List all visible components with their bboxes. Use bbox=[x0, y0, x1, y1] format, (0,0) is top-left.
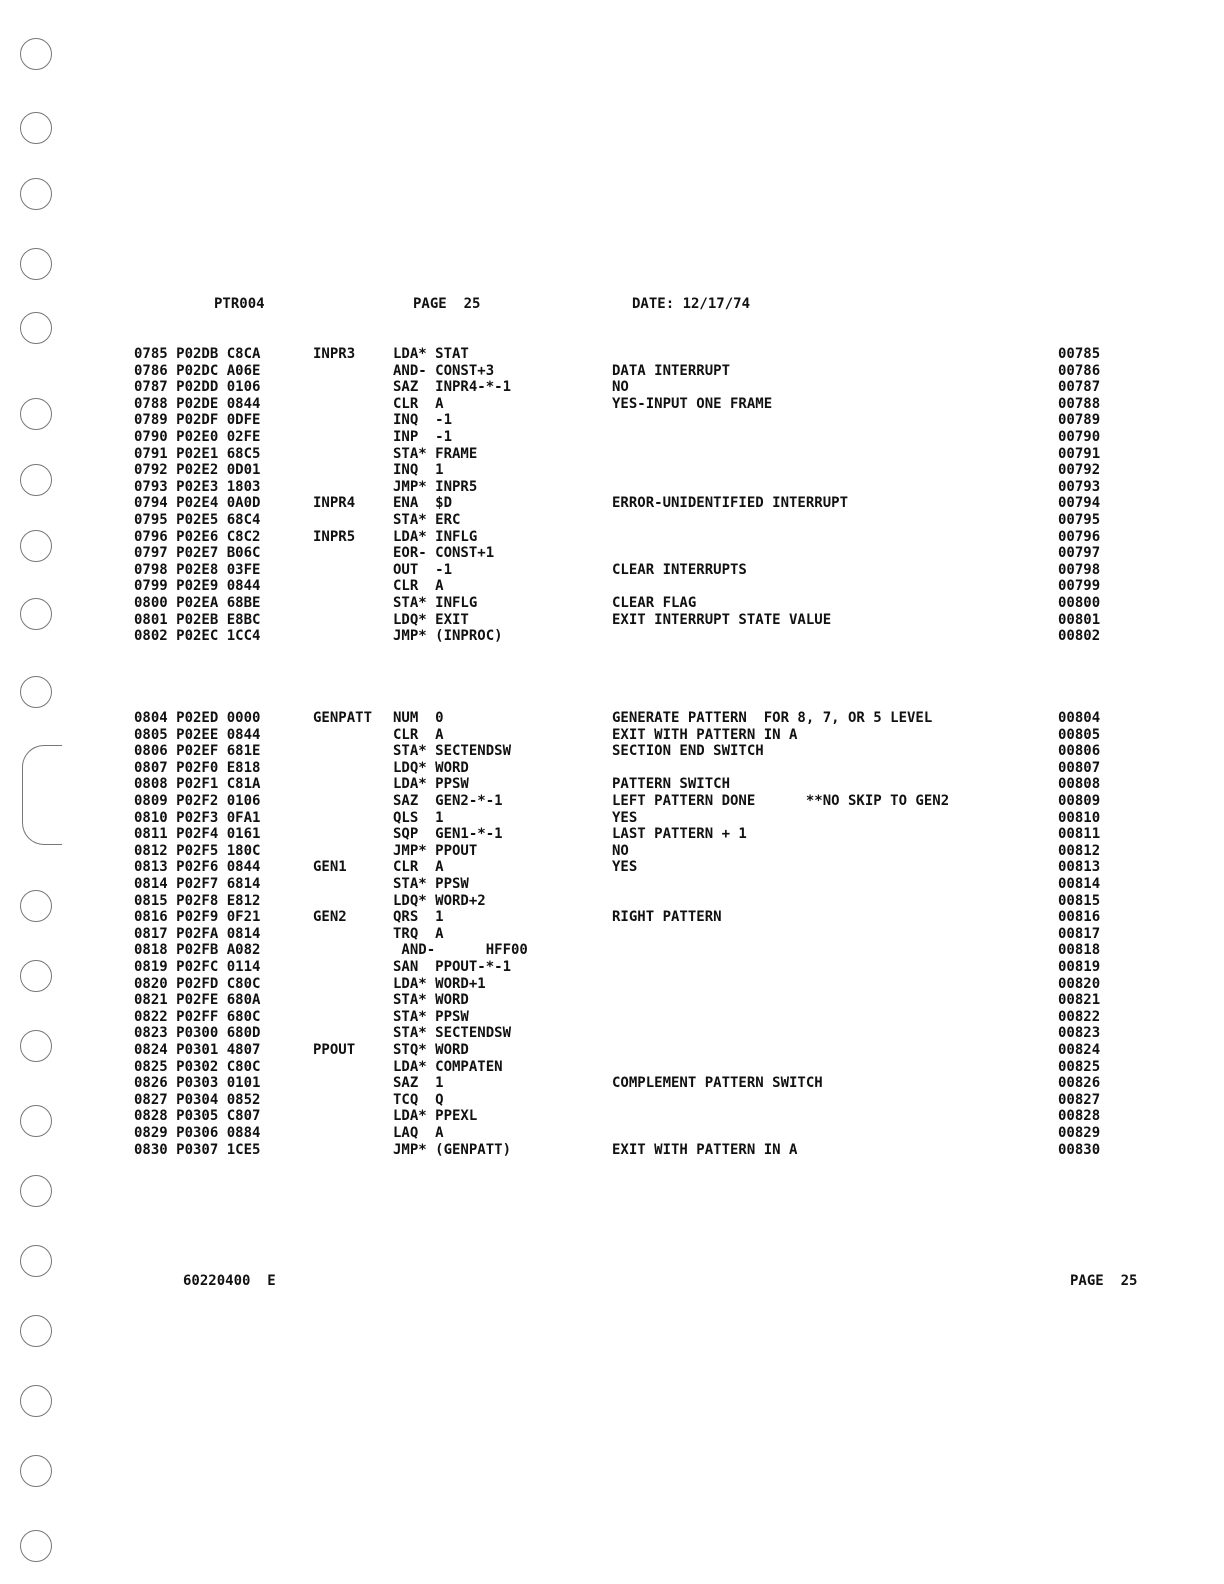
sequence-number: 00804 bbox=[1058, 710, 1101, 726]
source-address: 0816 P02F9 0F21 bbox=[134, 909, 261, 926]
comment-field: EXIT INTERRUPT STATE VALUE bbox=[612, 611, 832, 628]
comment-field: GENERATE PATTERN FOR 8, 7, OR 5 LEVEL bbox=[612, 710, 933, 726]
comment-field: EXIT WITH PATTERN IN A bbox=[612, 1141, 798, 1158]
sequence-number: 00829 bbox=[1058, 1125, 1101, 1141]
operation-field: TRQ A bbox=[393, 925, 444, 942]
operation-field: STQ* WORD bbox=[393, 1042, 469, 1058]
operation-field: LDA* STAT bbox=[393, 346, 469, 362]
operation-field: LAQ A bbox=[393, 1125, 444, 1141]
sequence-number: 00802 bbox=[1058, 628, 1101, 645]
listing-line bbox=[0, 992, 1224, 1009]
listing-line bbox=[0, 810, 1224, 827]
listing-line bbox=[0, 926, 1224, 943]
listing-line bbox=[0, 462, 1224, 479]
operation-field: LDA* PPEXL bbox=[393, 1108, 478, 1125]
source-address: 0793 P02E3 1803 bbox=[134, 478, 261, 495]
operation-field: LDQ* WORD+2 bbox=[393, 892, 486, 909]
listing-line bbox=[0, 760, 1224, 777]
operation-field: AND- CONST+3 bbox=[393, 362, 495, 379]
sequence-number: 00806 bbox=[1058, 743, 1101, 760]
listing-line bbox=[0, 363, 1224, 380]
source-address: 0819 P02FC 0114 bbox=[134, 959, 261, 975]
sequence-number: 00797 bbox=[1058, 545, 1101, 562]
comment-field: SECTION END SWITCH bbox=[612, 743, 764, 760]
sequence-number: 00789 bbox=[1058, 412, 1101, 429]
source-address: 0801 P02EB E8BC bbox=[134, 611, 261, 628]
listing-line bbox=[0, 346, 1224, 363]
sequence-number: 00813 bbox=[1058, 859, 1101, 876]
comment-field: ERROR-UNIDENTIFIED INTERRUPT bbox=[612, 495, 849, 512]
source-address: 0805 P02EE 0844 bbox=[134, 726, 261, 743]
listing-line bbox=[0, 412, 1224, 429]
listing-line bbox=[0, 1075, 1224, 1092]
comment-field: LEFT PATTERN DONE **NO SKIP TO GEN2 bbox=[612, 793, 950, 809]
comment-field: NO bbox=[612, 379, 629, 396]
listing-line bbox=[0, 959, 1224, 976]
source-address: 0791 P02E1 68C5 bbox=[134, 445, 261, 462]
operation-field: LDA* COMPATEN bbox=[393, 1058, 503, 1075]
header-date: DATE: 12/17/74 bbox=[632, 296, 751, 312]
sequence-number: 00793 bbox=[1058, 478, 1101, 495]
operation-field: CLR A bbox=[393, 578, 444, 595]
listing-line bbox=[0, 1125, 1224, 1142]
binder-hole-icon bbox=[20, 178, 52, 210]
operation-field: STA* ERC bbox=[393, 512, 461, 528]
operation-field: STA* INFLG bbox=[393, 595, 478, 611]
listing-line bbox=[0, 776, 1224, 793]
sequence-number: 00824 bbox=[1058, 1042, 1101, 1058]
binder-hole-icon bbox=[20, 676, 52, 708]
operation-field: STA* SECTENDSW bbox=[393, 1025, 512, 1042]
listing-line bbox=[0, 876, 1224, 893]
source-address: 0806 P02EF 681E bbox=[134, 743, 261, 760]
comment-field: EXIT WITH PATTERN IN A bbox=[612, 726, 798, 743]
binder-hole-icon bbox=[20, 1315, 52, 1347]
source-address: 0799 P02E9 0844 bbox=[134, 578, 261, 595]
binder-hole-icon bbox=[20, 1385, 52, 1417]
source-address: 0808 P02F1 C81A bbox=[134, 776, 261, 793]
listing-line bbox=[0, 1092, 1224, 1109]
listing-line bbox=[0, 628, 1224, 645]
operation-field: ENA $D bbox=[393, 495, 453, 512]
source-address: 0814 P02F7 6814 bbox=[134, 876, 261, 892]
sequence-number: 00785 bbox=[1058, 346, 1101, 362]
source-address: 0815 P02F8 E812 bbox=[134, 892, 261, 909]
operation-field: STA* PPSW bbox=[393, 876, 469, 892]
source-address: 0822 P02FF 680C bbox=[134, 1008, 261, 1025]
sequence-number: 00809 bbox=[1058, 793, 1101, 809]
listing-line bbox=[0, 545, 1224, 562]
sequence-number: 00798 bbox=[1058, 561, 1101, 578]
sequence-number: 00791 bbox=[1058, 445, 1101, 462]
source-address: 0798 P02E8 03FE bbox=[134, 561, 261, 578]
listing-line bbox=[0, 976, 1224, 993]
listing-line bbox=[0, 942, 1224, 959]
operation-field: JMP* (GENPATT) bbox=[393, 1141, 512, 1158]
sequence-number: 00821 bbox=[1058, 992, 1101, 1009]
operation-field: STA* FRAME bbox=[393, 445, 478, 462]
operation-field: JMP* PPOUT bbox=[393, 842, 478, 859]
source-address: 0826 P0303 0101 bbox=[134, 1075, 261, 1092]
source-address: 0789 P02DF 0DFE bbox=[134, 412, 261, 429]
binder-hole-icon bbox=[20, 1175, 52, 1207]
source-address: 0810 P02F3 0FA1 bbox=[134, 809, 261, 826]
source-address: 0804 P02ED 0000 bbox=[134, 710, 261, 726]
sequence-number: 00794 bbox=[1058, 495, 1101, 512]
listing-line bbox=[0, 743, 1224, 760]
listing-line bbox=[0, 396, 1224, 413]
listing-line bbox=[0, 826, 1224, 843]
sequence-number: 00799 bbox=[1058, 578, 1101, 595]
source-address: 0800 P02EA 68BE bbox=[134, 595, 261, 611]
source-address: 0820 P02FD C80C bbox=[134, 975, 261, 992]
sequence-number: 00801 bbox=[1058, 611, 1101, 628]
source-address: 0786 P02DC A06E bbox=[134, 362, 261, 379]
operation-field: NUM 0 bbox=[393, 710, 444, 726]
operation-field: JMP* INPR5 bbox=[393, 478, 478, 495]
label-field: PPOUT bbox=[313, 1042, 356, 1058]
source-address: 0830 P0307 1CE5 bbox=[134, 1141, 261, 1158]
operation-field: STA* WORD bbox=[393, 992, 469, 1009]
comment-field: COMPLEMENT PATTERN SWITCH bbox=[612, 1075, 823, 1092]
comment-field: PATTERN SWITCH bbox=[612, 776, 731, 793]
operation-field: LDA* WORD+1 bbox=[393, 975, 486, 992]
operation-field: SAZ GEN2-*-1 bbox=[393, 793, 503, 809]
source-address: 0787 P02DD 0106 bbox=[134, 379, 261, 396]
operation-field: LDA* PPSW bbox=[393, 776, 469, 793]
page-footer bbox=[0, 1273, 1224, 1291]
sequence-number: 00796 bbox=[1058, 528, 1101, 545]
sequence-number: 00817 bbox=[1058, 925, 1101, 942]
operation-field: INQ -1 bbox=[393, 412, 453, 429]
operation-field: STA* PPSW bbox=[393, 1008, 469, 1025]
operation-field: EOR- CONST+1 bbox=[393, 545, 495, 562]
operation-field: AND- HFF00 bbox=[393, 942, 528, 959]
sequence-number: 00795 bbox=[1058, 512, 1101, 528]
label-field: INPR5 bbox=[313, 528, 356, 545]
sequence-number: 00812 bbox=[1058, 842, 1101, 859]
sequence-number: 00805 bbox=[1058, 726, 1101, 743]
listing-line bbox=[0, 793, 1224, 810]
source-address: 0792 P02E2 0D01 bbox=[134, 462, 261, 479]
footer-page-number: PAGE 25 bbox=[1070, 1273, 1138, 1289]
sequence-number: 00816 bbox=[1058, 909, 1101, 926]
sequence-number: 00825 bbox=[1058, 1058, 1101, 1075]
page-header bbox=[0, 296, 1224, 314]
source-address: 0796 P02E6 C8C2 bbox=[134, 528, 261, 545]
source-address: 0790 P02E0 02FE bbox=[134, 429, 261, 445]
operation-field: CLR A bbox=[393, 859, 444, 876]
source-address: 0797 P02E7 B06C bbox=[134, 545, 261, 562]
source-address: 0807 P02F0 E818 bbox=[134, 759, 261, 776]
listing-line bbox=[0, 859, 1224, 876]
source-address: 0812 P02F5 180C bbox=[134, 842, 261, 859]
source-address: 0824 P0301 4807 bbox=[134, 1042, 261, 1058]
listing-line bbox=[0, 479, 1224, 496]
source-address: 0813 P02F6 0844 bbox=[134, 859, 261, 876]
operation-field: LDQ* EXIT bbox=[393, 611, 469, 628]
source-address: 0827 P0304 0852 bbox=[134, 1091, 261, 1108]
listing-line bbox=[0, 909, 1224, 926]
operation-field: LDQ* WORD bbox=[393, 759, 469, 776]
program-name: PTR004 bbox=[214, 296, 265, 312]
listing-line bbox=[0, 595, 1224, 612]
binder-hole-icon bbox=[20, 1530, 52, 1562]
sequence-number: 00811 bbox=[1058, 826, 1101, 843]
source-address: 0809 P02F2 0106 bbox=[134, 793, 261, 809]
comment-field: CLEAR FLAG bbox=[612, 595, 697, 611]
source-address: 0785 P02DB C8CA bbox=[134, 346, 261, 362]
sequence-number: 00820 bbox=[1058, 975, 1101, 992]
operation-field: SAN PPOUT-*-1 bbox=[393, 959, 512, 975]
listing-line bbox=[0, 1042, 1224, 1059]
sequence-number: 00827 bbox=[1058, 1091, 1101, 1108]
label-field: INPR4 bbox=[313, 495, 356, 512]
listing-line bbox=[0, 1142, 1224, 1159]
operation-field: QLS 1 bbox=[393, 809, 444, 826]
comment-field: YES-INPUT ONE FRAME bbox=[612, 395, 773, 412]
sequence-number: 00818 bbox=[1058, 942, 1101, 959]
source-address: 0825 P0302 C80C bbox=[134, 1058, 261, 1075]
sequence-number: 00808 bbox=[1058, 776, 1101, 793]
document-number: 60220400 E bbox=[183, 1273, 276, 1289]
sequence-number: 00819 bbox=[1058, 959, 1101, 975]
listing-line bbox=[0, 578, 1224, 595]
sequence-number: 00800 bbox=[1058, 595, 1101, 611]
sequence-number: 00786 bbox=[1058, 362, 1101, 379]
listing-line bbox=[0, 512, 1224, 529]
operation-field: QRS 1 bbox=[393, 909, 444, 926]
source-address: 0828 P0305 C807 bbox=[134, 1108, 261, 1125]
listing-line bbox=[0, 893, 1224, 910]
source-address: 0821 P02FE 680A bbox=[134, 992, 261, 1009]
sequence-number: 00814 bbox=[1058, 876, 1101, 892]
listing-line bbox=[0, 446, 1224, 463]
source-address: 0795 P02E5 68C4 bbox=[134, 512, 261, 528]
listing-line bbox=[0, 379, 1224, 396]
label-field: GENPATT bbox=[313, 710, 373, 726]
source-address: 0788 P02DE 0844 bbox=[134, 395, 261, 412]
comment-field: DATA INTERRUPT bbox=[612, 362, 731, 379]
sequence-number: 00787 bbox=[1058, 379, 1101, 396]
source-address: 0794 P02E4 0A0D bbox=[134, 495, 261, 512]
operation-field: STA* SECTENDSW bbox=[393, 743, 512, 760]
operation-field: CLR A bbox=[393, 395, 444, 412]
sequence-number: 00815 bbox=[1058, 892, 1101, 909]
sequence-number: 00828 bbox=[1058, 1108, 1101, 1125]
binder-hole-icon bbox=[20, 38, 52, 70]
sequence-number: 00822 bbox=[1058, 1008, 1101, 1025]
binder-hole-icon bbox=[20, 312, 52, 344]
label-field: INPR3 bbox=[313, 346, 356, 362]
listing-line bbox=[0, 495, 1224, 512]
operation-field: JMP* (INPROC) bbox=[393, 628, 503, 645]
binder-hole-icon bbox=[20, 112, 52, 144]
sequence-number: 00826 bbox=[1058, 1075, 1101, 1092]
listing-line bbox=[0, 562, 1224, 579]
listing-line bbox=[0, 1059, 1224, 1076]
binder-hole-icon bbox=[20, 1455, 52, 1487]
listing-line bbox=[0, 429, 1224, 446]
comment-field: LAST PATTERN + 1 bbox=[612, 826, 747, 843]
sequence-number: 00823 bbox=[1058, 1025, 1101, 1042]
sequence-number: 00810 bbox=[1058, 809, 1101, 826]
listing-line bbox=[0, 727, 1224, 744]
source-address: 0817 P02FA 0814 bbox=[134, 925, 261, 942]
comment-field: YES bbox=[612, 809, 638, 826]
listing-line bbox=[0, 612, 1224, 629]
sequence-number: 00790 bbox=[1058, 429, 1101, 445]
comment-field: YES bbox=[612, 859, 638, 876]
sequence-number: 00792 bbox=[1058, 462, 1101, 479]
comment-field: CLEAR INTERRUPTS bbox=[612, 561, 747, 578]
operation-field: INQ 1 bbox=[393, 462, 444, 479]
binder-hole-icon bbox=[20, 248, 52, 280]
operation-field: INP -1 bbox=[393, 429, 453, 445]
operation-field: SAZ INPR4-*-1 bbox=[393, 379, 512, 396]
listing-line bbox=[0, 1108, 1224, 1125]
source-address: 0823 P0300 680D bbox=[134, 1025, 261, 1042]
header-page-number: PAGE 25 bbox=[413, 296, 481, 312]
operation-field: TCQ Q bbox=[393, 1091, 444, 1108]
listing-line bbox=[0, 529, 1224, 546]
operation-field: CLR A bbox=[393, 726, 444, 743]
comment-field: RIGHT PATTERN bbox=[612, 909, 722, 926]
source-address: 0818 P02FB A082 bbox=[134, 942, 261, 959]
operation-field: OUT -1 bbox=[393, 561, 453, 578]
listing-line bbox=[0, 843, 1224, 860]
operation-field: SQP GEN1-*-1 bbox=[393, 826, 503, 843]
source-address: 0829 P0306 0884 bbox=[134, 1125, 261, 1141]
listing-line bbox=[0, 1009, 1224, 1026]
comment-field: NO bbox=[612, 842, 629, 859]
listing-line bbox=[0, 1025, 1224, 1042]
label-field: GEN2 bbox=[313, 909, 347, 926]
source-address: 0811 P02F4 0161 bbox=[134, 826, 261, 843]
operation-field: SAZ 1 bbox=[393, 1075, 444, 1092]
label-field: GEN1 bbox=[313, 859, 347, 876]
sequence-number: 00807 bbox=[1058, 759, 1101, 776]
sequence-number: 00830 bbox=[1058, 1141, 1101, 1158]
sequence-number: 00788 bbox=[1058, 395, 1101, 412]
listing-line bbox=[0, 710, 1224, 727]
operation-field: LDA* INFLG bbox=[393, 528, 478, 545]
source-address: 0802 P02EC 1CC4 bbox=[134, 628, 261, 645]
